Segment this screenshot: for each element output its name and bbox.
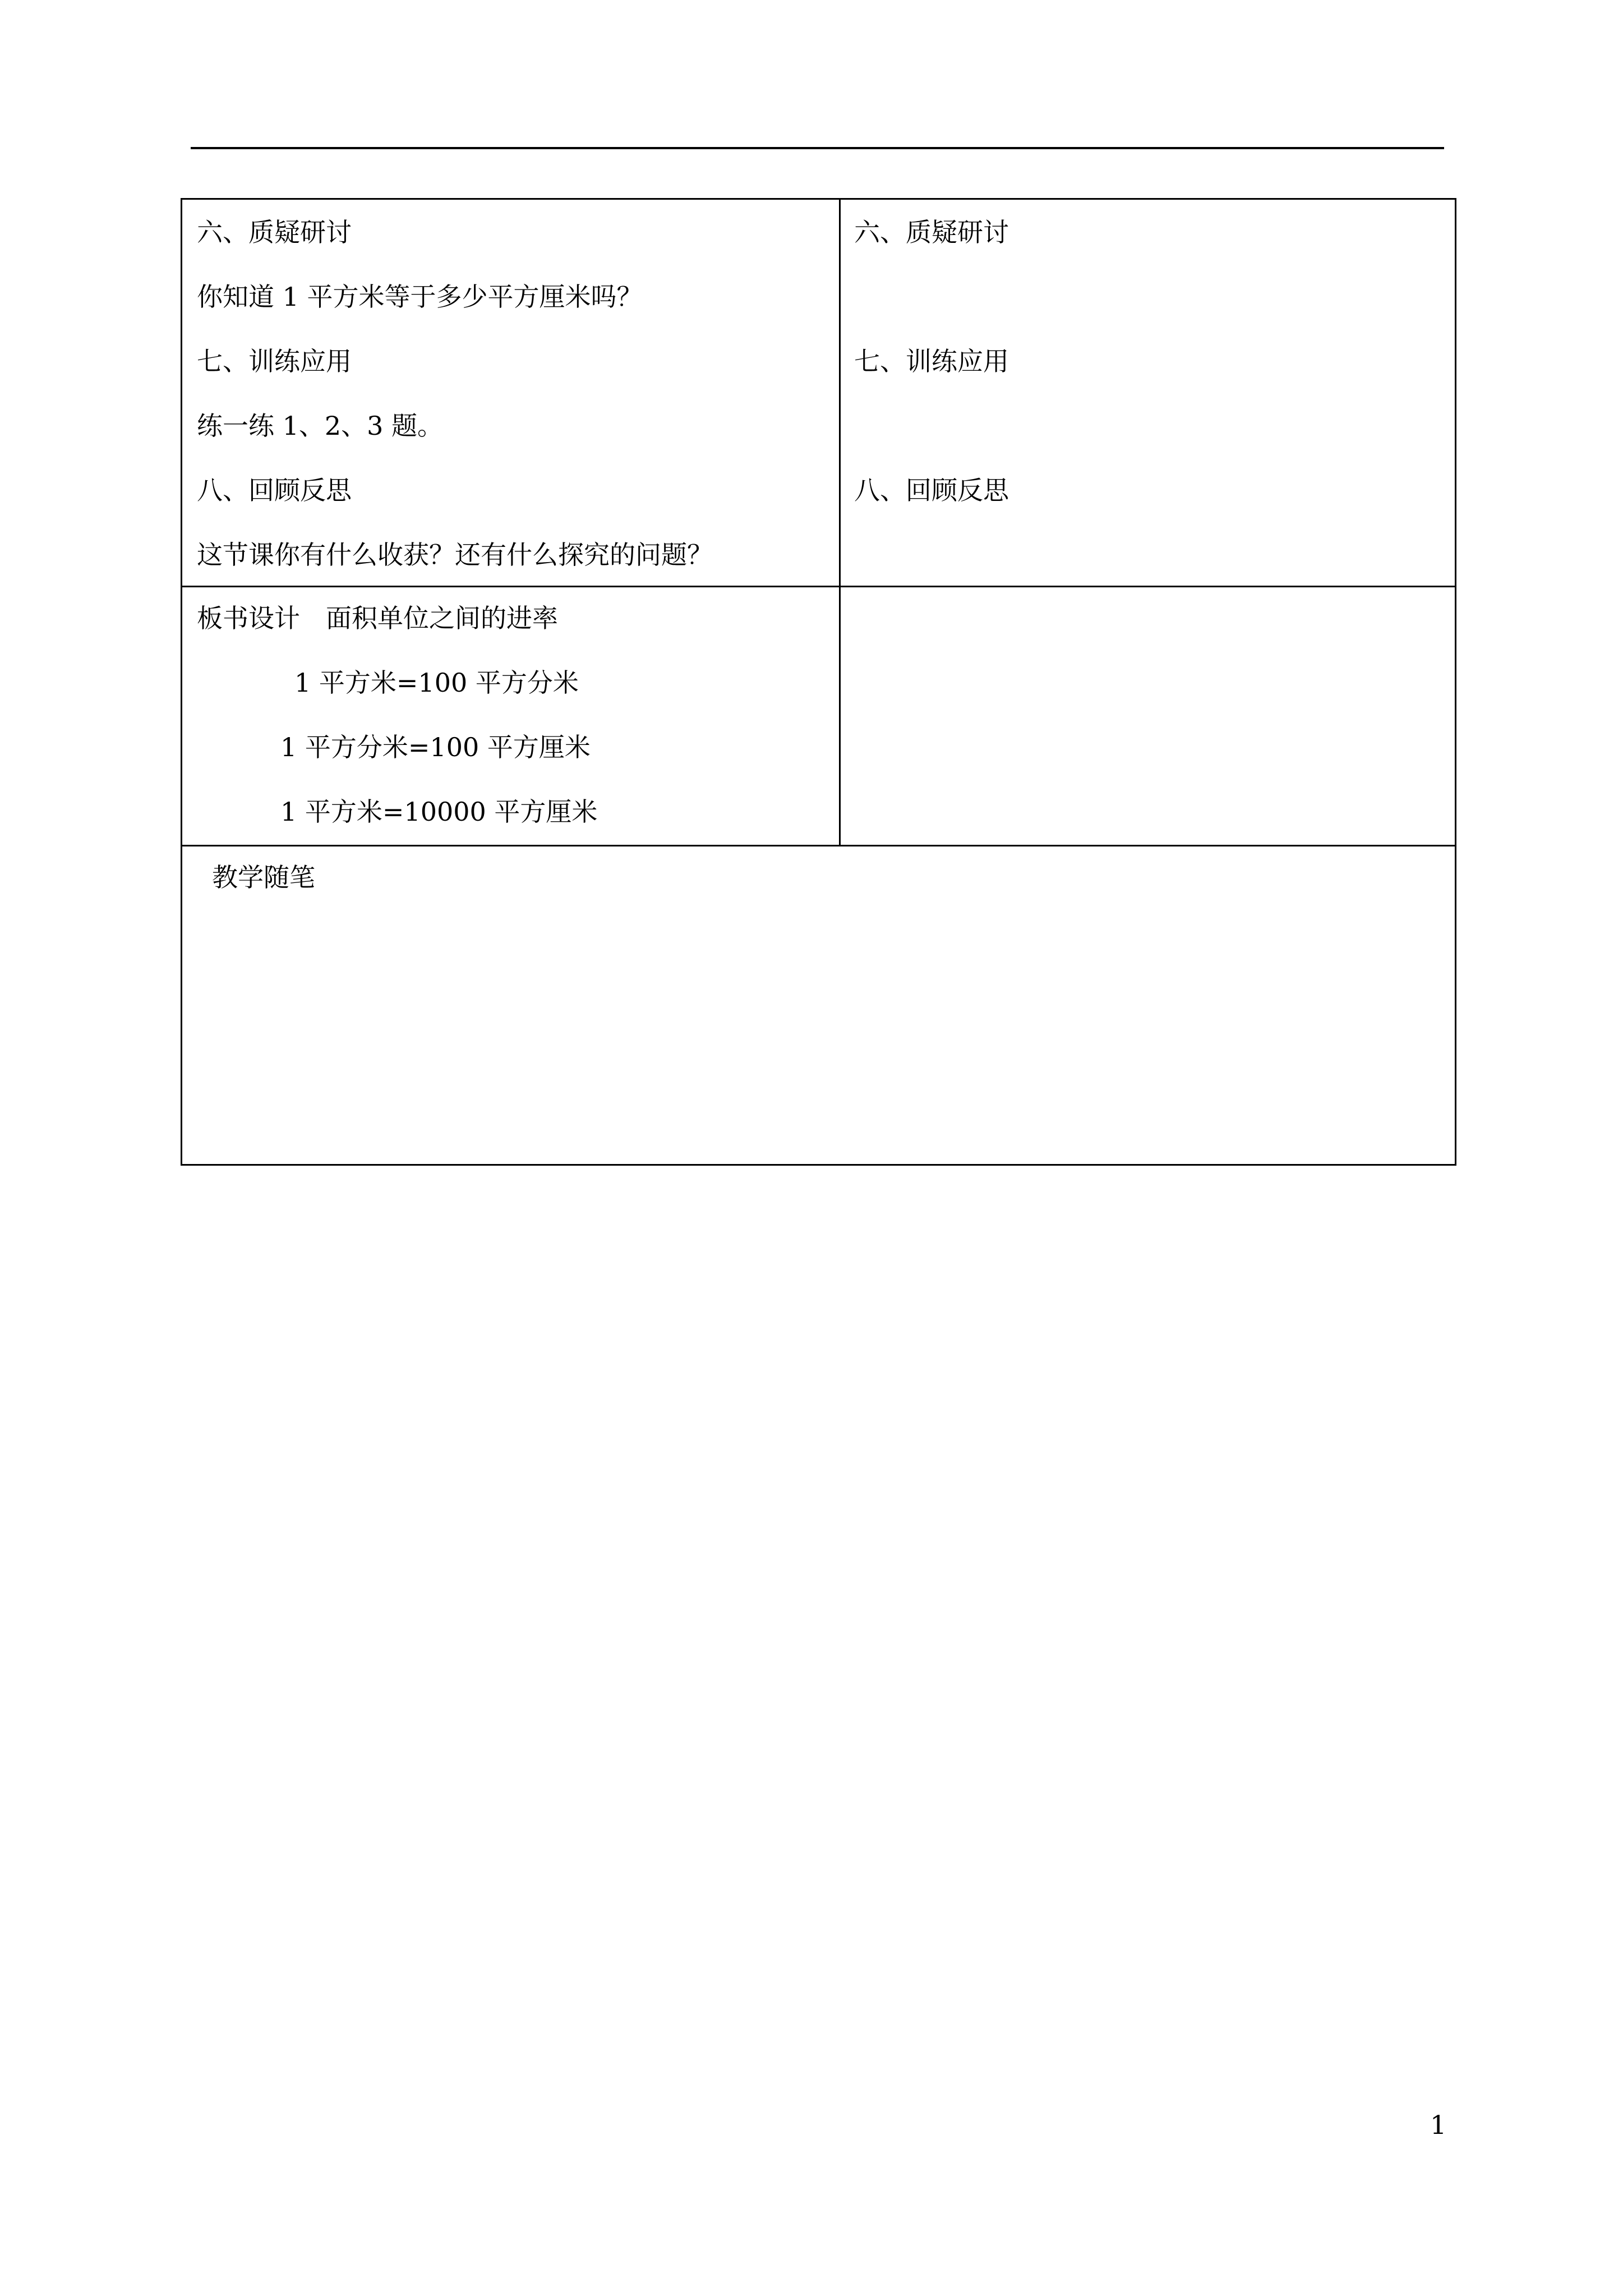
left-section-6-question: 你知道 1 平方米等于多少平方厘米吗？: [197, 282, 643, 312]
right-section-8-heading: 八、回顾反思: [854, 475, 1009, 505]
column-divider: [839, 200, 841, 845]
board-design-line-2: 1 平方分米=100 平方厘米: [280, 732, 591, 762]
lesson-table: [181, 198, 1456, 1166]
row-divider-1: [182, 586, 1455, 587]
right-section-6-heading: 六、质疑研讨: [854, 217, 1009, 247]
board-design-title: 板书设计 面积单位之间的进率: [197, 603, 558, 633]
left-section-7-practice: 练一练 1、2、3 题。: [197, 411, 444, 441]
header-rule: [191, 147, 1444, 149]
board-design-line-1: 1 平方米=100 平方分米: [294, 668, 579, 698]
right-section-7-heading: 七、训练应用: [854, 346, 1009, 376]
board-design-line-3: 1 平方米=10000 平方厘米: [280, 797, 598, 827]
left-section-7-heading: 七、训练应用: [197, 346, 352, 376]
left-section-8-heading: 八、回顾反思: [197, 475, 352, 505]
page-number: 1: [1430, 2110, 1447, 2140]
left-section-8-question: 这节课你有什么收获？还有什么探究的问题？: [197, 540, 713, 570]
teaching-notes-label: 教学随笔: [212, 862, 315, 892]
row-divider-2: [182, 845, 1455, 846]
left-section-6-heading: 六、质疑研讨: [197, 217, 352, 247]
